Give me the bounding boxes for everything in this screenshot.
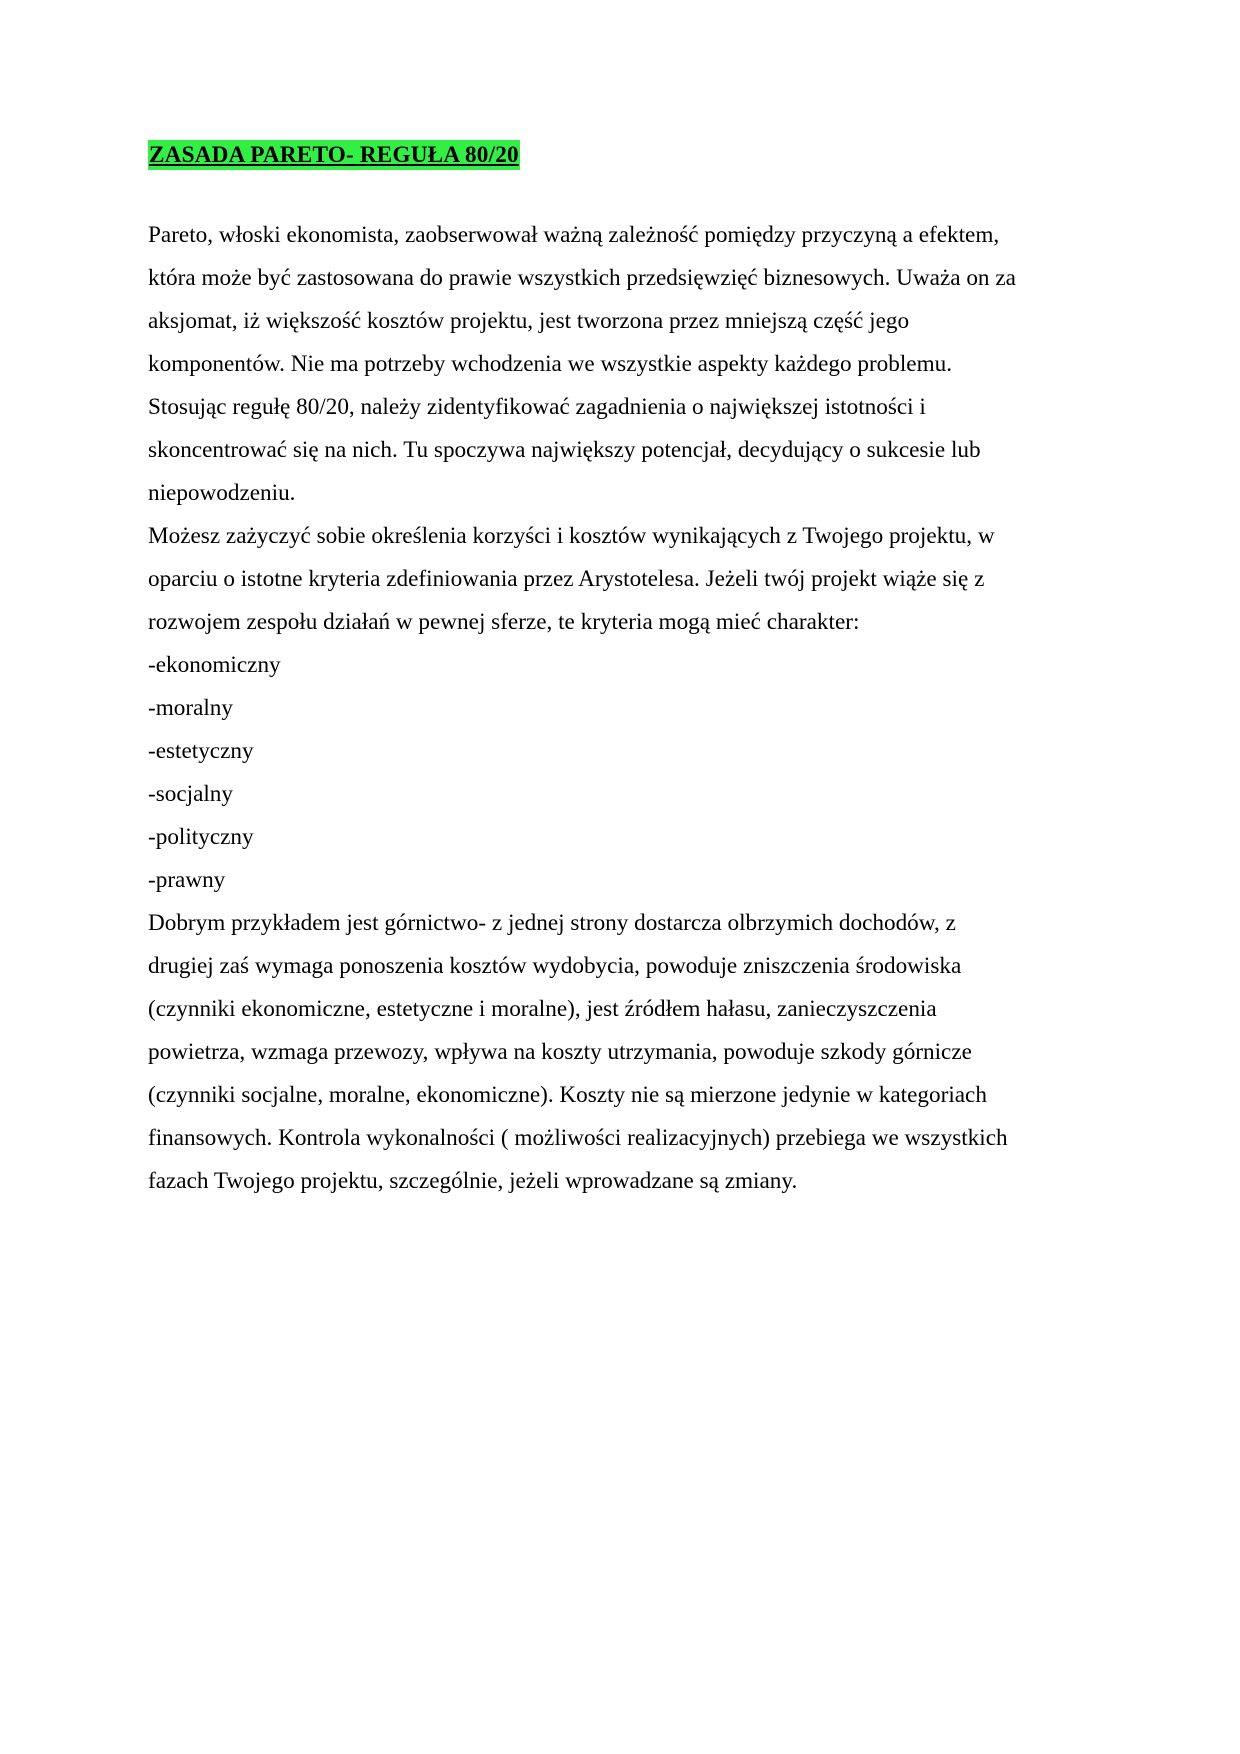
text-line: skoncentrować się na nich. Tu spoczywa największy potencjał, decydujący o sukcesie lub [148, 437, 981, 463]
list-item: -polityczny [148, 824, 254, 850]
document-content [148, 140, 1088, 1203]
list-item: -moralny [148, 695, 233, 721]
text-line: fazach Twojego projektu, szczególnie, jeżeli wprowadzane są zmiany. [148, 1168, 798, 1194]
document-body [148, 214, 1088, 1203]
text-line: Dobrym przykładem jest górnictwo- z jednej strony dostarcza olbrzymich dochodów, z [148, 910, 956, 936]
list-item: -estetyczny [148, 738, 254, 764]
document-title: ZASADA PARETO- REGUŁA 80/20 [149, 142, 519, 168]
text-line: Możesz zażyczyć sobie określenia korzyści i kosztów wynikających z Twojego projektu, w [148, 523, 995, 549]
text-line: która może być zastosowana do prawie wszystkich przedsięwzięć biznesowych. Uważa on za [148, 265, 1016, 291]
list-item: -ekonomiczny [148, 652, 281, 678]
text-line: finansowych. Kontrola wykonalności ( możliwości realizacyjnych) przebiega we wszystkich [148, 1125, 1008, 1151]
text-line: niepowodzeniu. [148, 480, 296, 506]
text-line: aksjomat, iż większość kosztów projektu, jest tworzona przez mniejszą część jego [148, 308, 910, 334]
text-line: (czynniki ekonomiczne, estetyczne i moralne), jest źródłem hałasu, zanieczyszczenia [148, 996, 937, 1022]
text-line: Stosując regułę 80/20, należy zidentyfikować zagadnienia o największej istotności i [148, 394, 926, 420]
title-block [148, 140, 1088, 170]
text-line: drugiej zaś wymaga ponoszenia kosztów wydobycia, powoduje zniszczenia środowiska [148, 953, 962, 979]
text-line: rozwojem zespołu działań w pewnej sferze, te kryteria mogą mieć charakter: [148, 609, 860, 635]
text-line: (czynniki socjalne, moralne, ekonomiczne). Koszty nie są mierzone jedynie w kategoriach [148, 1082, 987, 1108]
text-line: komponentów. Nie ma potrzeby wchodzenia we wszystkie aspekty każdego problemu. [148, 351, 953, 377]
list-item: -socjalny [148, 781, 233, 807]
text-line: powietrza, wzmaga przewozy, wpływa na koszty utrzymania, powoduje szkody górnicze [148, 1039, 972, 1065]
list-item: -prawny [148, 867, 226, 893]
text-line: Pareto, włoski ekonomista, zaobserwował ważną zależność pomiędzy przyczyną a efektem, [148, 222, 1000, 248]
text-line: oparciu o istotne kryteria zdefiniowania przez Arystotelesa. Jeżeli twój projekt wiąże się z [148, 566, 985, 592]
